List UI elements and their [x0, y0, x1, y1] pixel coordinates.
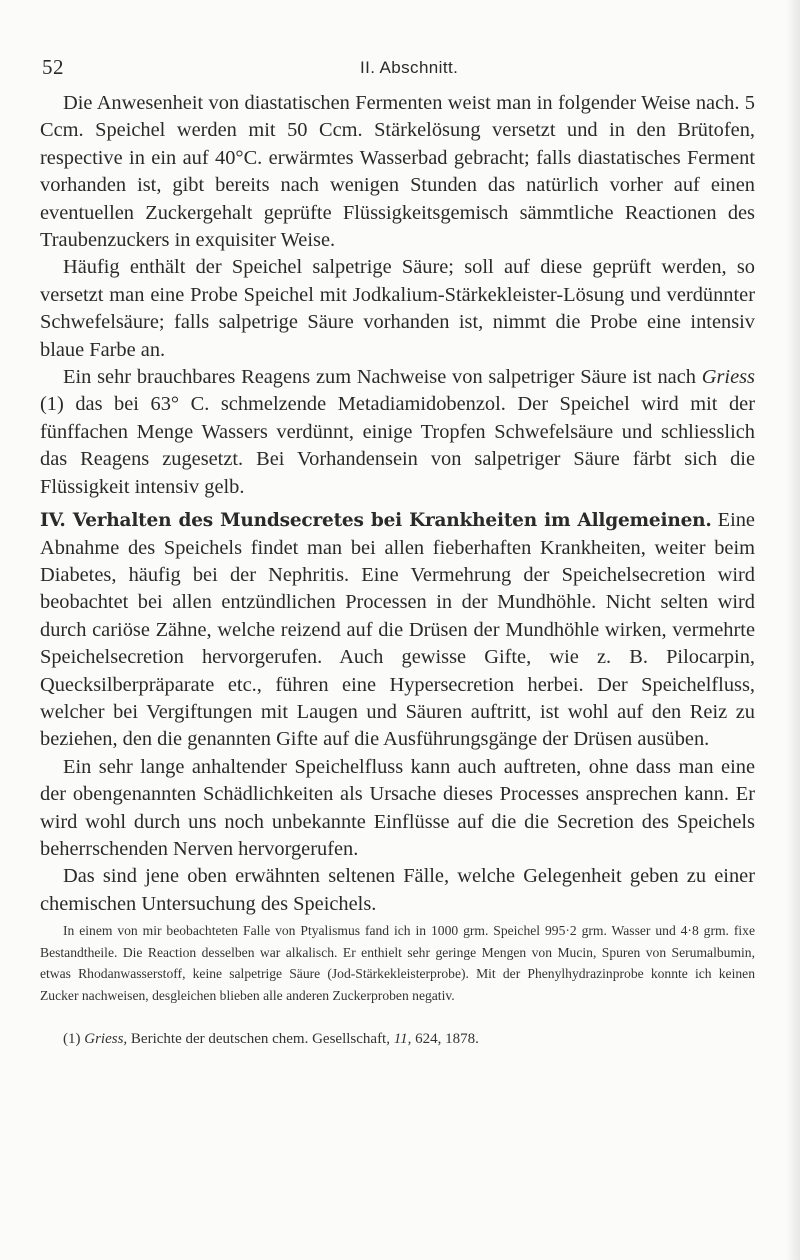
paragraph-griess-text-after: (1) das bei 63° C. schmelzende Metadiamidobenzol. Der Speichel wird mit der fünffachen Menge Wassers verdünnt, einige Tropfen Schwefelsäure und schliesslich das Reagens zugesetzt. Bei Vorhandensein von salpetriger Säure färbt sich die Flüssigkeit intensiv gelb. — [40, 393, 755, 498]
section-iv-paragraph — [40, 507, 755, 754]
footnote — [40, 1029, 755, 1049]
footnote-rest: 624, 1878. — [411, 1031, 479, 1048]
footnote-marker: (1) — [63, 1031, 85, 1048]
paragraph-diastatic-ferments: Die Anwesenheit von diastatischen Fermenten weist man in folgender Weise nach. 5 Ccm. Speichel werden mit 50 Ccm. Stärkelösung versetzt und in den Brütofen, respective in ein auf 40°C. erwärmtes Wasserbad gebracht; falls diastatisches Ferment vorhanden ist, gibt bereits nach wenigen Stunden das natürlich vorher auf einen eventuellen Zuckergehalt geprüfte Flüssigkeitsgemisch sämmtliche Reactionen des Traubenzuckers in exquisiter Weise. — [40, 92, 755, 252]
section-iv-text: Eine Abnahme des Speichels findet man bei allen fieberhaften Krankheiten, weiter beim Diabetes, häufig bei der Nephritis. Eine Vermehrung der Speichelsecretion wird beobachtet bei allen entzündlichen Processen in der Mundhöhle. Nicht selten wird durch cariöse Zähne, welche reizend auf die Drüsen der Mundhöhle wirken, vermehrte Speichelsecretion hervorgerufen. Auch gewisse Gifte, wie z. B. Pilocarpin, Quecksilberpräparate etc., führen eine Hypersecretion herbei. Der Speichelfluss, welcher bei Vergiftungen mit Laugen und Säuren auftritt, ist wohl auf den Reiz zu beziehen, den die genannten Gifte auf die Ausführungsgänge der Drüsen ausüben. — [40, 509, 755, 751]
paragraph-griess-reagent — [40, 364, 755, 501]
paragraph-rare-cases: Das sind jene oben erwähnten seltenen Fälle, welche Gelegenheit geben zu einer chemischen Untersuchung des Speichels. — [40, 865, 755, 915]
footnote-volume: 11, — [393, 1031, 412, 1048]
page-edge-shadow — [786, 0, 800, 1260]
footnote-author: Griess, — [84, 1031, 128, 1048]
paragraph-griess-text-before: Ein sehr brauchbares Reagens zum Nachweise von salpetriger Säure ist nach — [63, 366, 702, 389]
page-body — [40, 90, 755, 1049]
section-heading: IV. Verhalten des Mundsecretes bei Krankheiten im Allgemeinen. — [40, 510, 712, 532]
case-note: In einem von mir beobachteten Falle von Ptyalismus fand ich in 1000 grm. Speichel 995·2 grm. Wasser und 4·8 grm. fixe Bestandtheile. Die Reaction desselben war alkalisch. Er enthielt sehr geringe Mengen von Mucin, Spuren von Serumalbumin, etwas Rhodanwasserstoff, keine salpetrige Säure (Jod-Stärkekleisterprobe). Mit der Phenylhydrazinprobe konnte ich keinen Zucker nachweisen, desgleichen blieben alle anderen Zuckerproben negativ. — [40, 923, 755, 1003]
chapter-title: II. Abschnitt. — [360, 58, 459, 77]
page-number: 52 — [42, 55, 64, 79]
author-griess: Griess — [701, 366, 755, 389]
footnote-text: Berichte der deutschen chem. Gesellschaft, — [127, 1031, 394, 1048]
paragraph-nitrous-acid: Häufig enthält der Speichel salpetrige Säure; soll auf diese geprüft werden, so versetzt man eine Probe Speichel mit Jodkalium-Stärkekleister-Lösung und verdünnter Schwefelsäure; falls salpetrige Säure vorhanden ist, nimmt die Probe eine intensiv blaue Farbe an. — [40, 256, 755, 361]
paragraph-salivation: Ein sehr lange anhaltender Speichelfluss kann auch auftreten, ohne dass man eine der obengenannten Schädlichkeiten als Ursache dieses Processes ansprechen kann. Er wird wohl durch uns noch unbekannte Einflüsse auf die die Secretion des Speichels beherrschenden Nerven hervorgerufen. — [40, 755, 755, 860]
book-page — [40, 55, 760, 1235]
running-head — [40, 55, 760, 91]
